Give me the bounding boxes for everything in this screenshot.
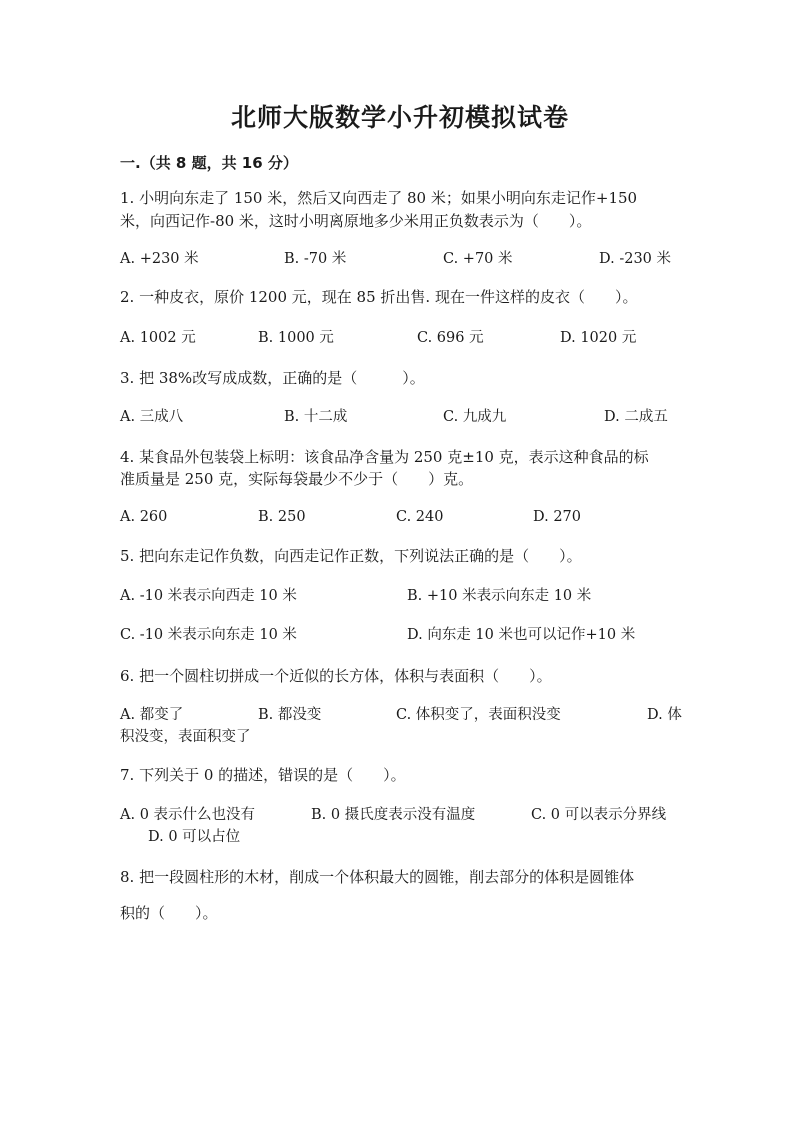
question-5-line-1: 5. 把向东走记作负数，向西走记作正数，下列说法正确的是（ ）。: [120, 547, 582, 565]
question-4-line-2: 准质量是 250 克，实际每袋最少不少于（ ）克。: [120, 470, 474, 488]
question-6-line-1: 6. 把一个圆柱切拼成一个近似的长方体，体积与表面积（ ）。: [120, 667, 552, 685]
question-1-option-c[interactable]: C. +70 米: [443, 251, 513, 267]
question-8-line-1: 8. 把一段圆柱形的木材，削成一个体积最大的圆锥，削去部分的体积是圆锥体: [120, 868, 635, 886]
question-5-option-c[interactable]: C. -10 米表示向东走 10 米: [120, 627, 297, 643]
question-4-line-1: 4. 某食品外包装袋上标明：该食品净含量为 250 克±10 克，表示这种食品的标: [120, 448, 649, 466]
question-2-line-1: 2. 一种皮衣，原价 1200 元，现在 85 折出售. 现在一件这样的皮衣（ ）。: [120, 288, 638, 306]
question-1-line-2: 米，向西记作-80 米，这时小明离原地多少米用正负数表示为（ ）。: [120, 212, 592, 230]
question-4-option-d[interactable]: D. 270: [533, 509, 582, 525]
question-4-option-b[interactable]: B. 250: [258, 509, 306, 525]
question-7-option-d[interactable]: D. 0 可以占位: [148, 829, 241, 845]
question-1-option-a[interactable]: A. +230 米: [120, 251, 199, 267]
question-7-option-a[interactable]: A. 0 表示什么也没有: [120, 807, 256, 823]
question-6-option-b[interactable]: B. 都没变: [258, 707, 322, 723]
question-3-option-c[interactable]: C. 九成九: [443, 409, 507, 425]
question-1-option-b[interactable]: B. -70 米: [284, 251, 347, 267]
page-title: 北师大版数学小升初模拟试卷: [230, 103, 569, 132]
question-3-line-1: 3. 把 38%改写成成数，正确的是（ ）。: [120, 369, 425, 387]
question-5-option-b[interactable]: B. +10 米表示向东走 10 米: [407, 588, 592, 604]
question-6-option-a[interactable]: A. 都变了: [120, 707, 184, 723]
question-3-option-a[interactable]: A. 三成八: [120, 409, 184, 425]
question-3-option-b[interactable]: B. 十二成: [284, 409, 348, 425]
question-6-option-d[interactable]: D. 体: [647, 707, 682, 723]
question-6-option-d-continued: 积没变，表面积变了: [120, 729, 251, 745]
question-7-option-b[interactable]: B. 0 摄氏度表示没有温度: [311, 807, 476, 823]
question-7-option-c[interactable]: C. 0 可以表示分界线: [531, 807, 667, 823]
question-1-line-1: 1. 小明向东走了 150 米，然后又向西走了 80 米；如果小明向东走记作+150: [120, 189, 638, 207]
question-7-line-1: 7. 下列关于 0 的描述，错误的是（ ）。: [120, 766, 406, 784]
question-5-option-d[interactable]: D. 向东走 10 米也可以记作+10 米: [407, 627, 636, 643]
question-4-option-c[interactable]: C. 240: [396, 509, 444, 525]
question-5-option-a[interactable]: A. -10 米表示向西走 10 米: [120, 588, 297, 604]
question-8-line-2: 积的（ ）。: [120, 904, 218, 922]
question-4-option-a[interactable]: A. 260: [120, 509, 168, 525]
question-2-option-b[interactable]: B. 1000 元: [258, 330, 334, 346]
question-1-option-d[interactable]: D. -230 米: [599, 251, 672, 267]
question-3-option-d[interactable]: D. 二成五: [604, 409, 668, 425]
question-2-option-c[interactable]: C. 696 元: [417, 330, 484, 346]
section-heading: 一.（共 8 题，共 16 分）: [120, 154, 298, 172]
question-6-option-c[interactable]: C. 体积变了，表面积没变: [396, 707, 561, 723]
question-2-option-d[interactable]: D. 1020 元: [560, 330, 637, 346]
question-2-option-a[interactable]: A. 1002 元: [120, 330, 196, 346]
